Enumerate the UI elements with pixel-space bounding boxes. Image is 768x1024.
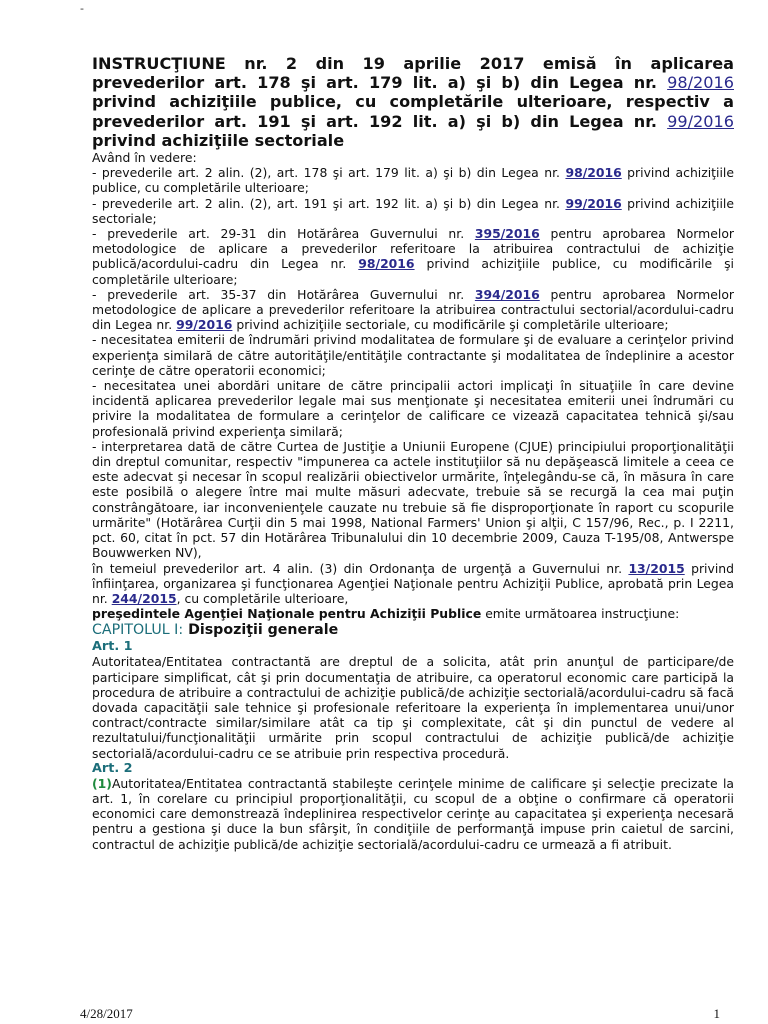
- issuer-rest: emite următoarea instrucţiune:: [481, 606, 680, 622]
- considerent-text: privind achiziţiile sectoriale;: [92, 195, 734, 226]
- intro-text: Având în vedere:: [92, 150, 197, 166]
- paragraph-number: (1): [92, 775, 112, 791]
- considerent-text: privind înfiinţarea, organizarea şi funcţionarea Agenţiei Naţionale pentru Achiziţii Publice, aprobată prin Legea nr.: [92, 560, 734, 606]
- title-part-2: privind achiziţiile publice, cu completările ulterioare, respectiv a prevederilor art. 191 şi art. 192 lit. a) şi b) din Legea nr.: [92, 92, 734, 131]
- considerent-6: - necesitatea unei abordări unitare de către principalii actori implicaţi în situaţiile în care devine incidentă aplicarea prevederilor legale mai sus menţionate şi necesitatea emiterii unei îndrumări cu privire la modalitatea de formulare a cerinţelor de calificare ce vizează capacitatea tehnică şi/sau profesională privind experienţa similară;: [92, 378, 734, 439]
- top-mark: -: [80, 2, 84, 15]
- considerent-text: - prevederile art. 29-31 din Hotărârea Guvernului nr.: [92, 226, 475, 242]
- chapter-name: Dispoziţii generale: [183, 622, 339, 639]
- considerent-text: , cu completările ulterioare,: [176, 590, 349, 606]
- article-2-heading: Art. 2: [92, 760, 133, 776]
- law-link-98-2016[interactable]: 98/2016: [358, 256, 415, 272]
- considerent-text: privind achiziţiile publice, cu modificările şi completările ulterioare;: [92, 256, 734, 287]
- oug-link-13-2015[interactable]: 13/2015: [628, 560, 685, 576]
- article-1-text: Autoritatea/Entitatea contractantă are dreptul de a solicita, atât prin anunţul de participare/de participare simplificat, cât şi prin documentaţia de atribuire, ca operatorul economic care participă la procedura de atribuire a contractului de achiziţie publică/de achiziţie sectorială/acordului-cadru să facă dovada capacităţii sale tehnice şi profesionale referitoare la experienţa în implementarea unui/unor contract/contracte similar/similare atât ca tip şi complexitate, cât şi din punctul de vedere al rezultatului/funcţionalităţii urmărite prin scopul contractului de achiziţie publică/de achiziţie sectorială/acordului-cadru ce se atribuie prin respectiva procedură.: [92, 654, 734, 761]
- considerent-8: [92, 561, 734, 607]
- considerent-text: - prevederile art. 2 alin. (2), art. 191 şi art. 192 lit. a) şi b) din Legea nr.: [92, 195, 566, 211]
- chapter-heading: [92, 622, 734, 639]
- law-link-99-2016[interactable]: 99/2016: [176, 317, 233, 333]
- title-part-1: INSTRUCŢIUNE nr. 2 din 19 aprilie 2017 emisă în aplicarea prevederilor art. 178 şi art. 179 lit. a) şi b) din Legea nr.: [92, 54, 734, 93]
- document-body: [92, 54, 734, 852]
- considerent-text: pentru aprobarea Normelor metodologice de aplicare a prevederilor referitoare la atribuirea contractului sectorial/acordului-cadru din Legea nr.: [92, 286, 734, 333]
- considerent-text: privind achiziţiile sectoriale, cu modificările şi completările ulterioare;: [232, 317, 669, 333]
- document-title: [92, 54, 734, 150]
- hg-link-395-2016[interactable]: 395/2016: [474, 226, 540, 242]
- law-link-244-2015[interactable]: 244/2015: [111, 590, 177, 606]
- law-link-98-2016[interactable]: 98/2016: [667, 73, 734, 93]
- considerent-text: în temeiul prevederilor art. 4 alin. (3) din Ordonanţa de urgenţă a Guvernului nr.: [92, 560, 629, 576]
- law-link-98-2016[interactable]: 98/2016: [565, 165, 622, 181]
- hg-link-394-2016[interactable]: 394/2016: [474, 286, 540, 302]
- considerent-5: - necesitatea emiterii de îndrumări privind modalitatea de formulare şi de evaluare a cerinţelor privind experienţa similară de către autorităţile/entităţile contractante şi modalitatea de îndeplinire a acestor cerinţe de către operatorii economici;: [92, 332, 734, 378]
- considerent-4: [92, 287, 734, 333]
- considerent-7: - interpretarea dată de către Curtea de Justiţie a Uniunii Europene (CJUE) principiului proporţionalităţii din dreptul comunitar, respectiv "impunerea ca actele instituţiilor să nu depăşească limitele a ceea ce este adecvat şi necesar în scopul realizării obiectivelor urmărite, înţelegându-se că, în măsura în care este posibilă o alegere între mai multe măsuri adecvate, trebuie să se recurgă la cea mai puţin constrângătoare, iar inconvenienţele cauzate nu trebuie să fie disproporţionate în raport cu scopurile urmărite" (Hotărârea Curţii din 5 mai 1998, National Farmers' Union şi alţii, C 157/96, Rec., p. I 2211, pct. 60, citat în pct. 57 din Hotărârea Tribunalului din 10 decembrie 2009, Cauza T-195/08, Antwerspe Bouwwerken NV),: [92, 438, 734, 561]
- paragraph-text: Autoritatea/Entitatea contractantă stabileşte cerinţele minime de calificare şi selecţie precizate la art. 1, în corelare cu principiul proporţionalităţii, cu scopul de a obţine o confirmare că operatorii economici care demonstrează îndeplinirea respectivelor cerinţe au capacitatea şi experienţa necesară pentru a gestiona şi duce la bun sfârşit, în condiţiile de performanţă impuse prin caietul de sarcini, contractul de achiziţie publică/de achiziţie sectorială/acordului-cadru ce urmează a fi atribuit.: [92, 775, 734, 852]
- issuer-name: preşedintele Agenţiei Naţionale pentru Achiziţii Publice: [92, 606, 482, 622]
- article-2-paragraph-1: [92, 776, 734, 852]
- law-link-99-2016[interactable]: 99/2016: [565, 195, 622, 211]
- considerent-3: [92, 226, 734, 287]
- law-link-99-2016[interactable]: 99/2016: [667, 111, 734, 131]
- considerent-text: - prevederile art. 35-37 din Hotărârea Guvernului nr.: [92, 286, 475, 302]
- considerent-text: privind achiziţiile publice, cu completările ulterioare;: [92, 165, 734, 196]
- considerent-text: - prevederile art. 2 alin. (2), art. 178 şi art. 179 lit. a) şi b) din Legea nr.: [92, 165, 566, 181]
- footer-date: 4/28/2017: [80, 1006, 133, 1021]
- article-1-heading: Art. 1: [92, 639, 133, 655]
- issuer-statement: [92, 606, 734, 621]
- considerent-2: [92, 196, 734, 226]
- chapter-number: CAPITOLUL I:: [92, 622, 184, 639]
- considerent-text: pentru aprobarea Normelor metodologice de aplicare a prevederilor referitoare la atribuirea contractului de achiziţie publică/acordului-cadru din Legea nr.: [92, 226, 734, 272]
- considerent-1: [92, 165, 734, 195]
- title-part-3: privind achiziţiile sectoriale: [92, 130, 345, 150]
- page-number: 1: [713, 1006, 720, 1021]
